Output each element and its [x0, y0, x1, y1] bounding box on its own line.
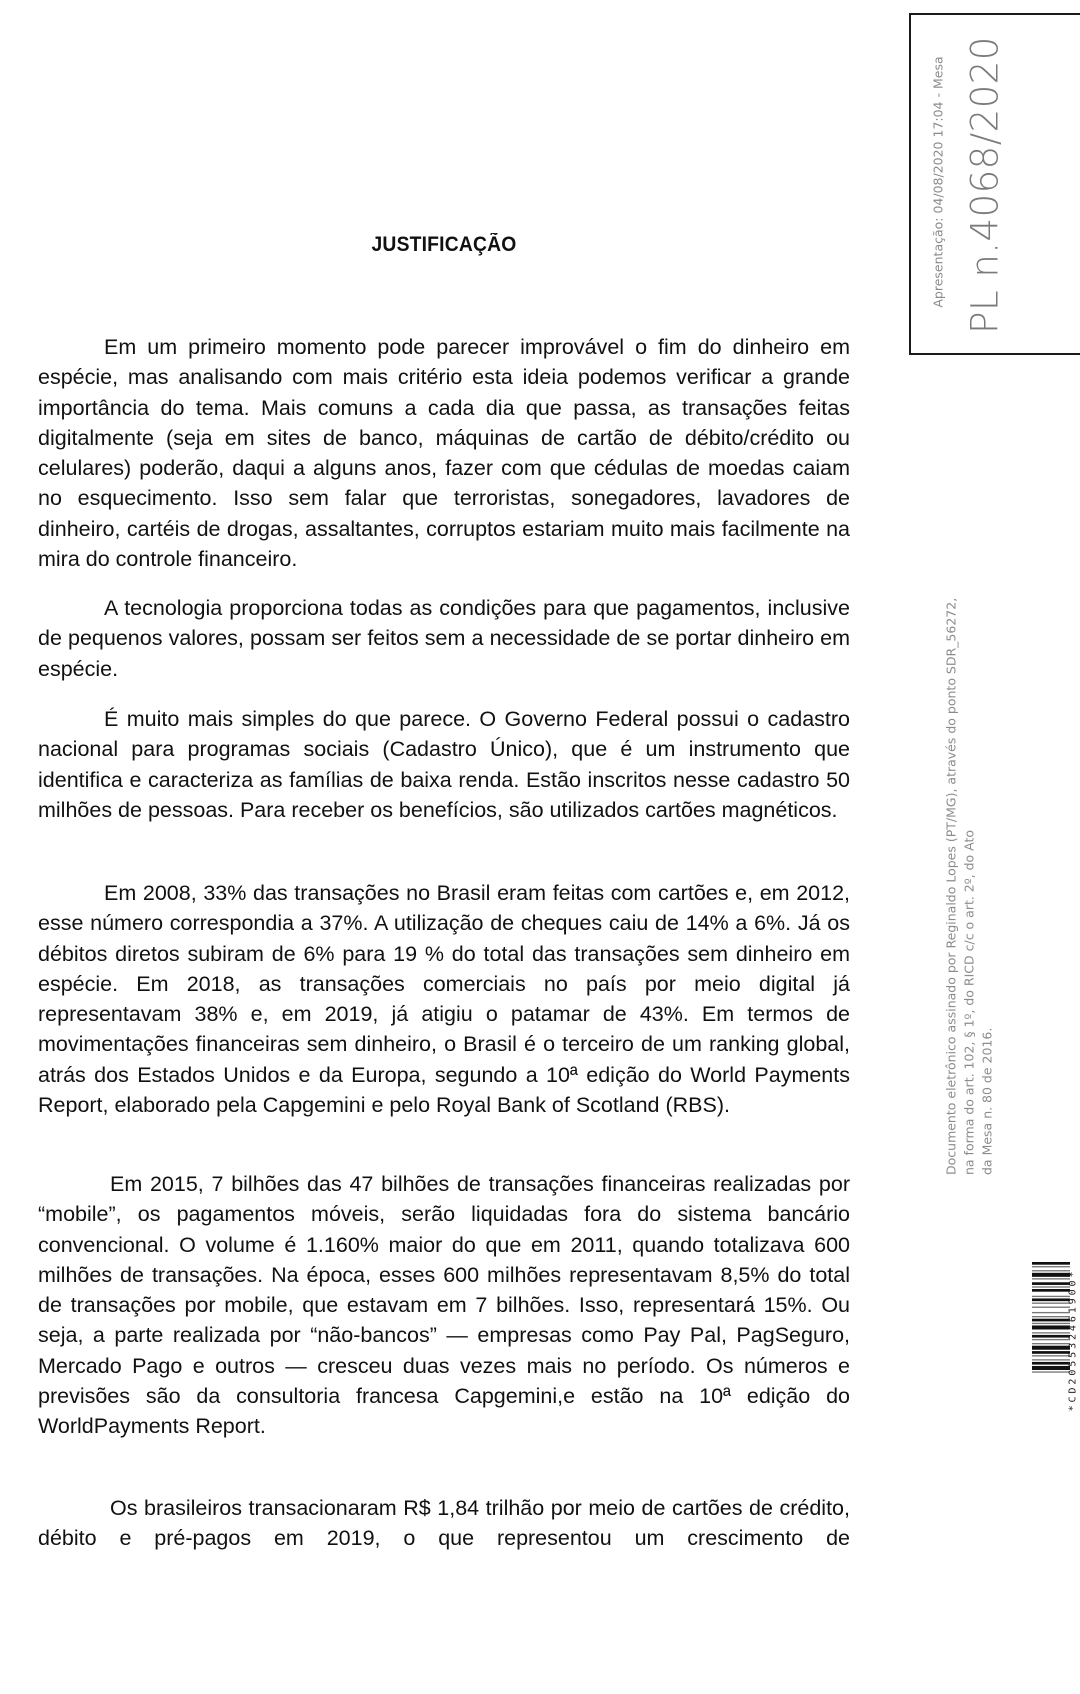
barcode-icon	[1032, 1262, 1070, 1422]
barcode-bar	[1032, 1366, 1070, 1370]
barcode-bar	[1032, 1316, 1070, 1317]
barcode-bar	[1032, 1262, 1070, 1265]
barcode-bar	[1032, 1351, 1070, 1354]
barcode-bar	[1032, 1282, 1070, 1285]
section-title: JUSTIFICAÇÃO	[371, 233, 517, 256]
paragraph: Em 2015, 7 bilhões das 47 bilhões de transações financeiras realizadas por “mobile”, os pagamentos móveis, serão liquidadas fora do sistema bancário convencional. O volume é 1.160% maior do que em 2011, quando totalizava 600 milhões de transações. Na época, esses 600 milhões representavam 8,5% do total de transações por mobile, que estavam em 7 bilhões. Isso, representará 15%. Ou seja, a parte realizada por “não-bancos” — empresas como Pay Pal, PagSeguro, Mercado Pago e outros — cresceu duas vezes mais no período. Os números e previsões são da consultoria francesa Capgemini,e estão na 10ª edição do WorldPayments Report.	[38, 1172, 850, 1439]
barcode-bar	[1032, 1332, 1070, 1333]
barcode-bar	[1032, 1289, 1070, 1292]
barcode-bar	[1032, 1266, 1070, 1267]
barcode-bar	[1032, 1339, 1070, 1340]
barcode-bar	[1032, 1307, 1070, 1308]
presentation-date-text: Apresentação: 04/08/2020 17:04 - Mesa	[930, 56, 946, 308]
barcode-bar	[1032, 1286, 1070, 1287]
barcode-bar	[1032, 1296, 1070, 1297]
barcode-bar	[1032, 1359, 1070, 1360]
barcode-bar	[1032, 1343, 1070, 1344]
barcode-bar	[1032, 1270, 1070, 1271]
barcode-bar	[1032, 1319, 1070, 1322]
barcode-bar	[1032, 1362, 1070, 1365]
barcode-bar	[1032, 1371, 1070, 1372]
paragraph: A tecnologia proporciona todas as condições para que pagamentos, inclusive de pequenos valores, possam ser feitos sem a necessidade de se portar dinheiro em espécie.	[38, 596, 850, 681]
barcode-bar	[1032, 1303, 1070, 1304]
barcode-bar	[1032, 1298, 1070, 1301]
barcode-bar	[1032, 1278, 1070, 1279]
barcode-bar	[1032, 1312, 1070, 1313]
paragraph: É muito mais simples do que parece. O Governo Federal possui o cadastro nacional para programas sociais (Cadastro Único), que é um instrumento que identifica e caracteriza as famílias de baixa renda. Estão inscritos nesse cadastro 50 milhões de pessoas. Para receber os benefícios, são utilizados cartões magnéticos.	[38, 707, 850, 822]
barcode-bar	[1032, 1273, 1070, 1277]
barcode-bar	[1032, 1325, 1070, 1329]
barcode-bar	[1032, 1323, 1070, 1324]
barcode-bar	[1032, 1355, 1070, 1356]
paragraph: Os brasileiros transacionaram R$ 1,84 trilhão por meio de cartões de crédito, débito e pré-pagos em 2019, o que representou um crescimento de	[38, 1496, 850, 1551]
paragraph: Em 2008, 33% das transações no Brasil eram feitas com cartões e, em 2012, esse número correspondia a 37%. A utilização de cheques caiu de 14% a 6%. Já os débitos diretos subiram de 6% para 19 % do total das transações sem dinheiro em espécie. Em 2018, as transações comerciais no país por meio digital já representavam 38% e, em 2019, já atigiu o patamar de 43%. Em termos de movimentações financeiras sem dinheiro, o Brasil é o terceiro de um ranking global, atrás dos Estados Unidos e da Europa, segundo a 10ª edição do World Payments Report, elaborado pela Capgemini e pelo Royal Bank of Scotland (RBS).	[38, 881, 850, 1118]
barcode-bar	[1032, 1335, 1070, 1338]
bill-number-text: PL n.4068/2020	[963, 36, 1007, 334]
paragraph: Em um primeiro momento pode parecer improvável o fim do dinheiro em espécie, mas analisando com mais critério esta ideia podemos verificar a grande importância do tema. Mais comuns a cada dia que passa, as transações feitas digitalmente (seja em sites de banco, máquinas de cartão de débito/crédito ou celulares) poderão, daqui a alguns anos, fazer com que cédulas de moedas caiam no esquecimento. Isso sem falar que terroristas, sonegadores, lavadores de dinheiro, cartéis de drogas, assaltantes, corruptos estariam muito mais facilmente na mira do controle financeiro.	[38, 335, 850, 572]
barcode-bar	[1032, 1346, 1070, 1350]
